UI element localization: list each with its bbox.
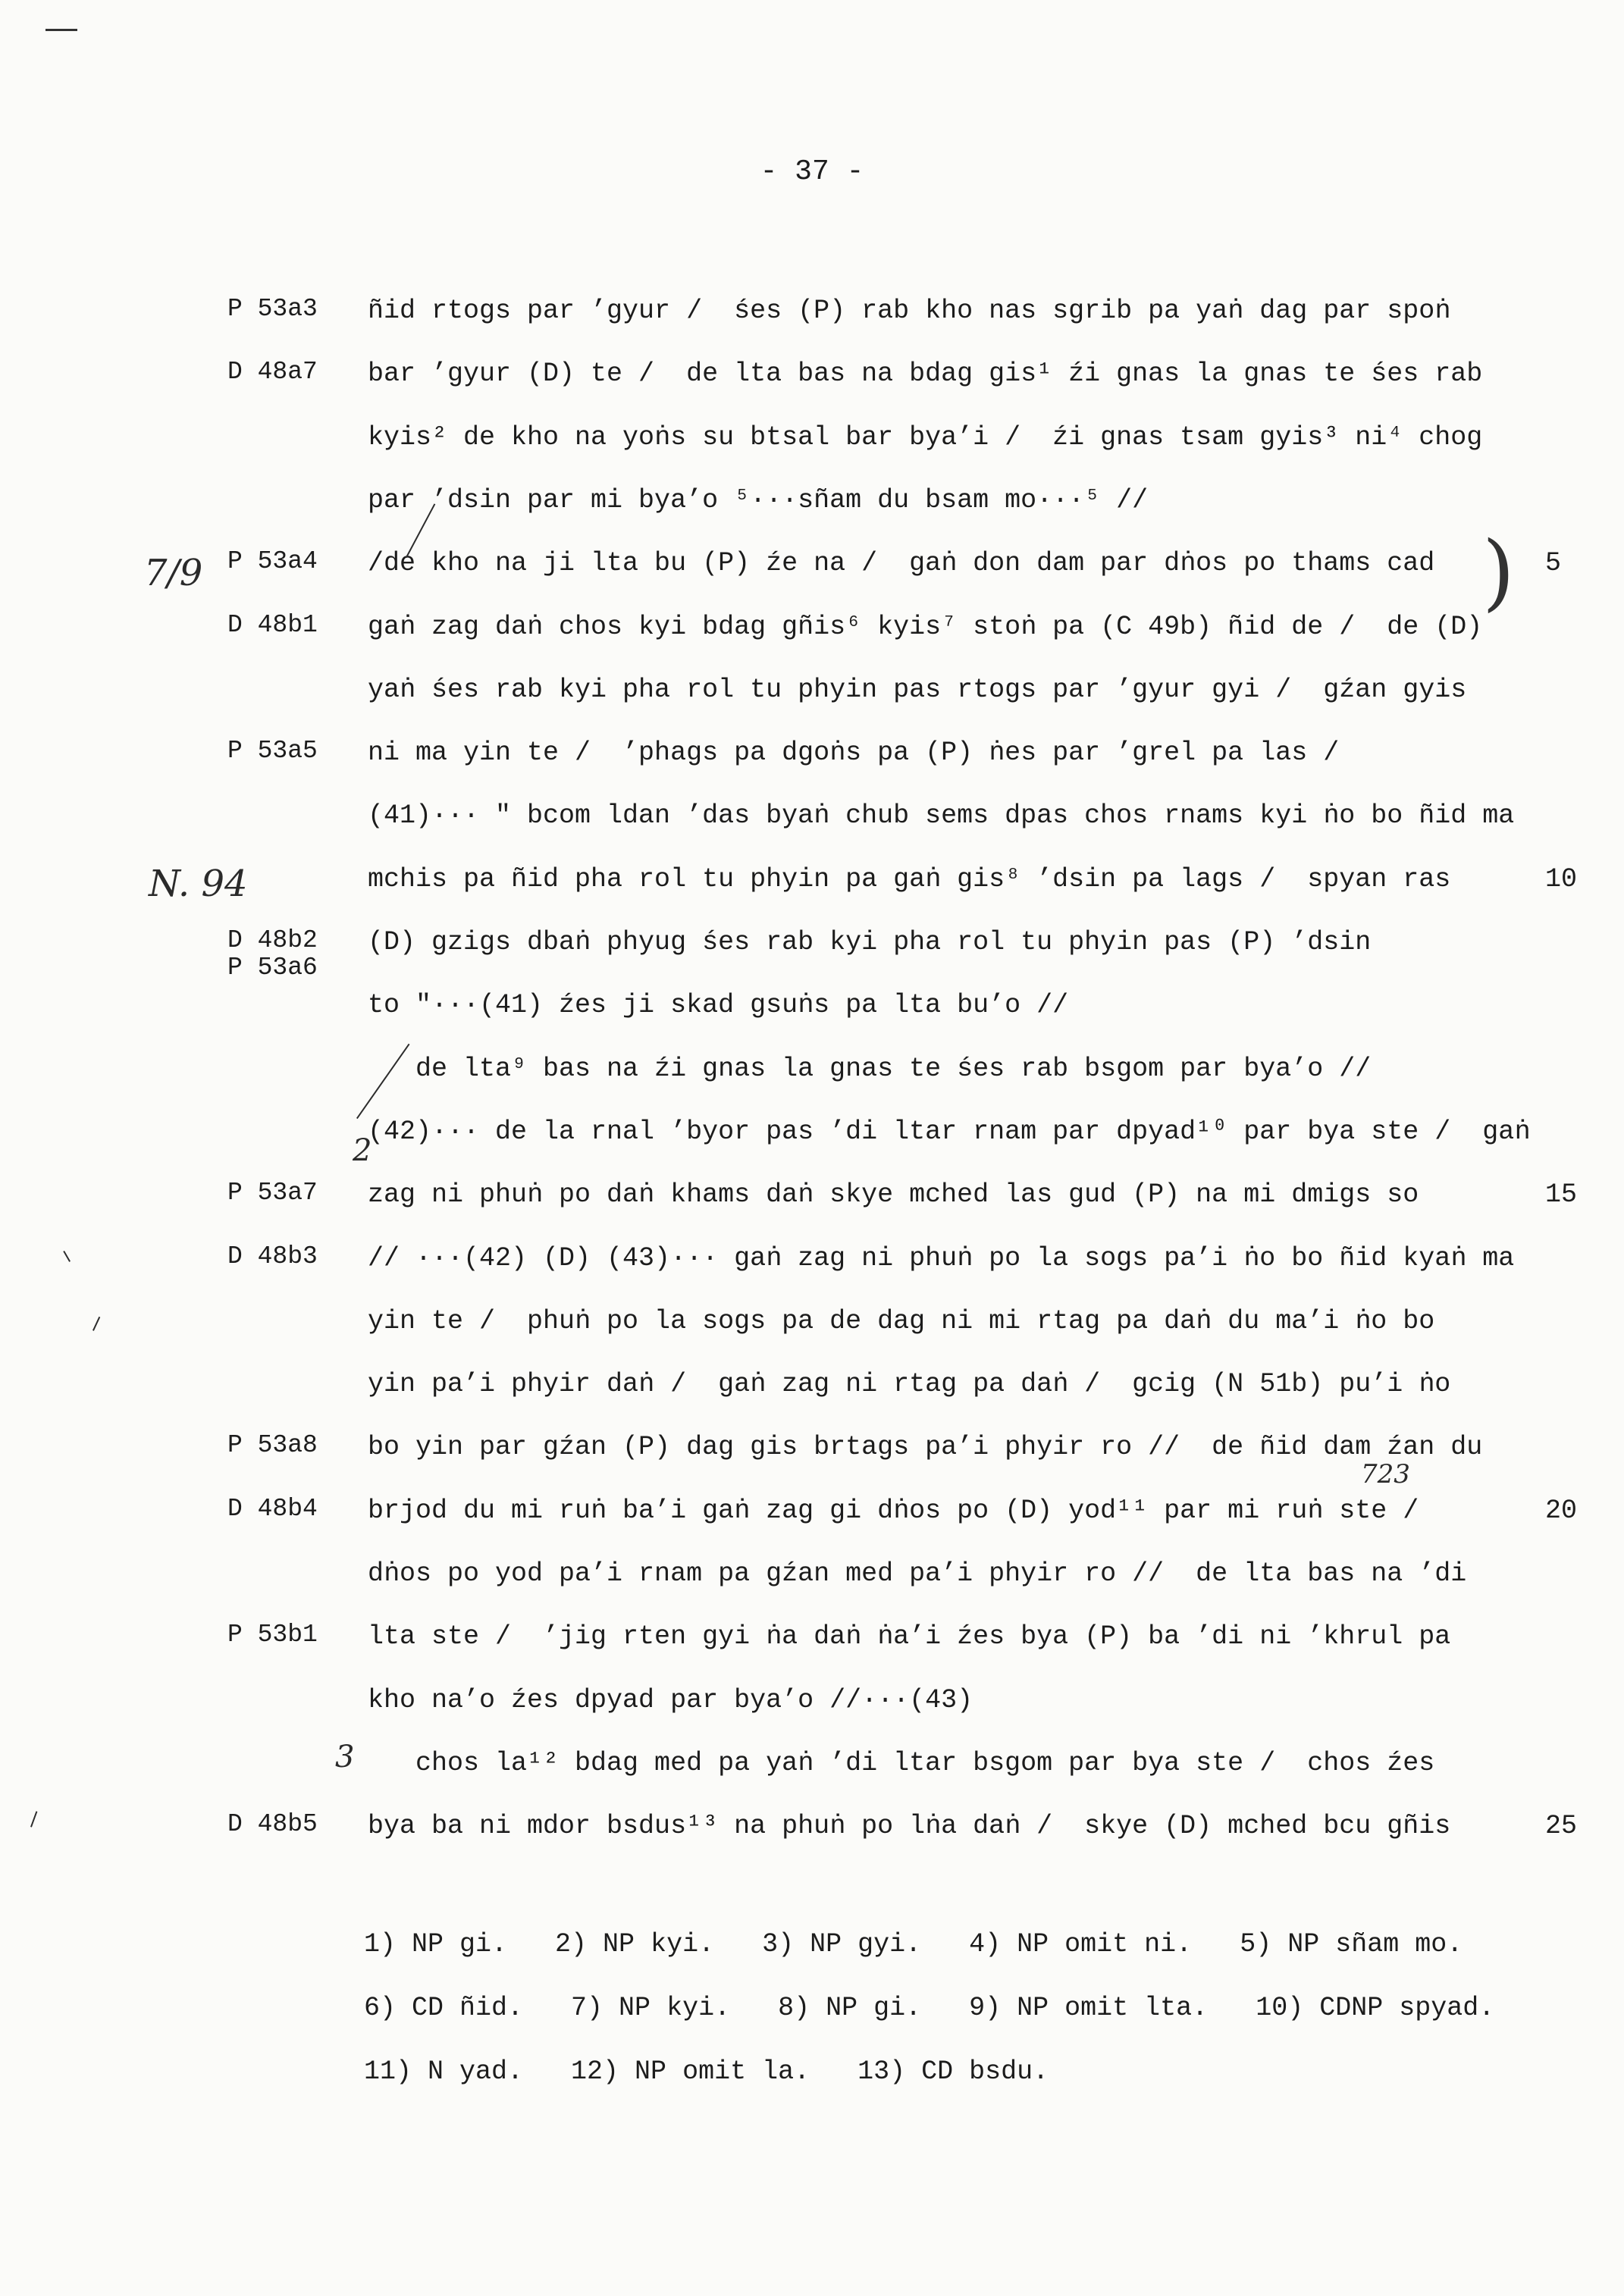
text-line <box>0 1306 1624 1352</box>
text-line <box>0 485 1624 531</box>
text-line <box>0 1496 1624 1541</box>
text-line <box>0 926 1624 982</box>
footnote-line: 1) NP gi. 2) NP kyi. 3) NP gyi. 4) NP omit ni. 5) NP sñam mo. <box>364 1929 1463 1959</box>
line-text: brjod du mi ruṅ ba’i gaṅ zag gi dṅos po (D) yod¹¹ par mi ruṅ ste / <box>368 1496 1419 1526</box>
line-number: 25 <box>1545 1811 1578 1841</box>
line-text: ni ma yin te / ’phags pa dgoṅs pa (P) ṅes par ’grel pa las / <box>368 738 1340 768</box>
line-text: gaṅ zag daṅ chos kyi bdag gñis⁶ kyis⁷ stoṅ pa (C 49b) ñid de / de (D) <box>368 612 1483 642</box>
line-text: to "···(41) źes ji skad gsuṅs pa lta bu’o // <box>368 990 1069 1020</box>
text-line <box>0 990 1624 1035</box>
line-text: bo yin par gźan (P) dag gis brtags pa’i phyir ro // de ñid dam źan du <box>368 1432 1483 1462</box>
line-text: yin pa’i phyir daṅ / gaṅ zag ni rtag pa daṅ / gcig (N 51b) pu’i ṅo <box>368 1369 1451 1399</box>
page-number: - 37 - <box>760 155 864 188</box>
line-text: mchis pa ñid pha rol tu phyin pa gaṅ gis⁸ ’dsin pa lags / spyan ras <box>368 864 1451 894</box>
line-number: 15 <box>1545 1179 1578 1210</box>
text-line <box>0 422 1624 468</box>
text-line <box>0 800 1624 846</box>
text-line <box>0 675 1624 720</box>
line-text: // ···(42) (D) (43)··· gaṅ zag ni phuṅ po la sogs pa’i ṅo bo ñid kyaṅ ma <box>368 1243 1515 1273</box>
margin-note-number: N. 94 <box>149 863 248 905</box>
line-text: kyis² de kho na yoṅs su btsal bar bya’i / źi gnas tsam gyis³ ni⁴ chog <box>368 422 1483 453</box>
folio-reference: D 48b2 <box>227 926 318 954</box>
folio-reference: D 48a7 <box>227 358 318 386</box>
text-line <box>0 359 1624 404</box>
text-line <box>0 612 1624 657</box>
folio-reference: D 48b5 <box>227 1810 318 1838</box>
text-line <box>0 1558 1624 1604</box>
margin-note-correction: 723 <box>1361 1459 1410 1489</box>
text-line <box>0 1748 1624 1793</box>
text-line <box>0 1685 1624 1731</box>
line-text: yaṅ śes rab kyi pha rol tu phyin pas rtogs par ’gyur gyi / gźan gyis <box>368 675 1467 705</box>
line-text: de lta⁹ bas na źi gnas la gnas te śes rab bsgom par bya’o // <box>368 1054 1372 1084</box>
line-text: kho na’o źes dpyad par bya’o //···(43) <box>368 1685 973 1715</box>
line-text: (41)··· " bcom ldan ’das byaṅ chub sems dpas chos rnams kyi ṅo bo ñid ma <box>368 800 1515 831</box>
margin-note-insert: 2 <box>353 1133 372 1168</box>
folio-reference: P 53a6 <box>227 954 318 982</box>
folio-reference: P 53a3 <box>227 295 318 323</box>
line-number: 20 <box>1545 1496 1578 1526</box>
line-text: chos la¹² bdag med pa yaṅ ’di ltar bsgom par bya ste / chos źes <box>368 1748 1435 1778</box>
folio-reference: P 53b1 <box>227 1621 318 1649</box>
line-text: lta ste / ’jig rten gyi ṅa daṅ ṅa’i źes bya (P) ba ’di ni ’khrul pa <box>368 1621 1451 1652</box>
folio-reference: D 48b1 <box>227 611 318 639</box>
text-line <box>0 1179 1624 1225</box>
text-line <box>0 1054 1624 1099</box>
text-line <box>0 1117 1624 1162</box>
line-text: ñid rtogs par ’gyur / śes (P) rab kho nas sgrib pa yaṅ dag par spoṅ <box>368 296 1451 326</box>
margin-note-paragraph: 3 <box>335 1740 355 1774</box>
folio-reference: P 53a8 <box>227 1431 318 1459</box>
line-number: 10 <box>1545 864 1578 894</box>
line-text: (42)··· de la rnal ’byor pas ’di ltar rnam par dpyad¹⁰ par bya ste / gaṅ <box>368 1117 1531 1147</box>
folio-reference: P 53a7 <box>227 1179 318 1207</box>
text-line <box>0 738 1624 783</box>
corner-pen-mark <box>45 29 77 31</box>
folio-reference: D 48b3 <box>227 1242 318 1270</box>
right-brace-mark: ) <box>1482 523 1515 620</box>
line-text: /de kho na ji lta bu (P) źe na / gaṅ don dam par dṅos po thams cad <box>368 548 1435 578</box>
line-text: (D) gzigs dbaṅ phyug śes rab kyi pha rol tu phyin pas (P) ’dsin <box>368 927 1372 957</box>
line-text: bya ba ni mdor bsdus¹³ na phuṅ po lṅa daṅ / skye (D) mched bcu gñis <box>368 1811 1451 1841</box>
text-line <box>0 296 1624 341</box>
folio-reference: P 53a4 <box>227 547 318 575</box>
line-text: par ’dsin par mi bya’o ⁵···sñam du bsam mo···⁵ // <box>368 485 1149 515</box>
line-number: 5 <box>1545 548 1562 578</box>
line-text: yin te / phuṅ po la sogs pa de dag ni mi rtag pa daṅ du ma’i ṅo bo <box>368 1306 1435 1336</box>
line-text: zag ni phuṅ po daṅ khams daṅ skye mched las gud (P) na mi dmigs so <box>368 1179 1419 1210</box>
folio-reference: D 48b4 <box>227 1495 318 1523</box>
text-line <box>0 1811 1624 1856</box>
text-line <box>0 1243 1624 1289</box>
line-text: dṅos po yod pa’i rnam pa gźan med pa’i phyir ro // de lta bas na ’di <box>368 1558 1467 1589</box>
text-line <box>0 1369 1624 1414</box>
margin-note-fraction: 7/9 <box>144 552 203 594</box>
footnote-line: 11) N yad. 12) NP omit la. 13) CD bsdu. <box>364 2056 1049 2087</box>
text-line <box>0 1621 1624 1667</box>
folio-reference: P 53a5 <box>227 737 318 765</box>
text-line <box>0 548 1624 594</box>
footnote-line: 6) CD ñid. 7) NP kyi. 8) NP gi. 9) NP omit lta. 10) CDNP spyad. <box>364 1993 1495 2023</box>
line-text: bar ’gyur (D) te / de lta bas na bdag gis¹ źi gnas la gnas te śes rab <box>368 359 1483 389</box>
